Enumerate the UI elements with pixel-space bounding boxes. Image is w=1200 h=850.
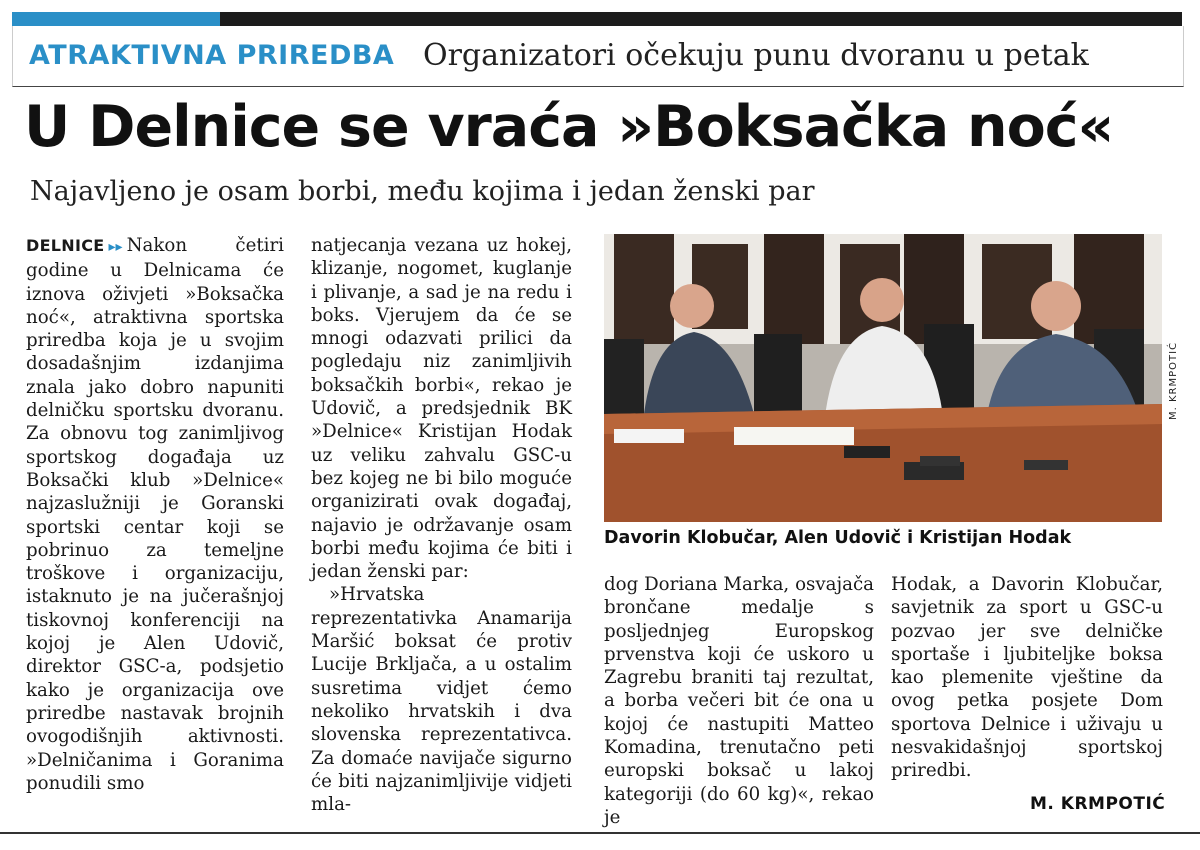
column-1-text: Nakon četiri godine u Delnicama će iznova oživjeti »Boksačka noć«, atraktivna sportska priredba koja je u svojim dosadašnjim izdanjima znala jako dobro napuniti delničku sportsku dvoranu. Za obnovu tog zanimljivog sportskog događaja uz Boksački klub »Delnice« najzaslužniji je Goranski sportski centar koji se pobrinuo za temeljne troškove i organizaciju, istaknuto je na jučerašnjoj tiskovnoj konferenciji na kojoj je Alen Udovič, direktor GSC-a, podsjetio kako je organizacija ove priredbe nastavak brojnih ovogodišnjih aktivnosti. »Delničanima i Goranima ponudili smo <box>26 235 284 794</box>
column-2-paragraph-2: »Hrvatska reprezentativka Anamarija Maršić boksat će protiv Lucije Brkljača, a u ostalim susretima vidjet ćemo nekoliko hrvatskih i dva slovenska reprezentativca. Za domaće navijače sigurno će biti najzanimljivije vidjeti mla- <box>311 584 572 816</box>
headline: U Delnice se vraća »Boksačka noć« <box>24 94 1114 160</box>
article-column-4 <box>891 573 1163 783</box>
dateline: DELNICE <box>26 236 105 255</box>
article-column-1 <box>26 234 284 795</box>
article-column-2 <box>311 234 572 816</box>
top-accent-bar <box>12 12 220 26</box>
subheadline: Najavljeno je osam borbi, među kojima i jedan ženski par <box>30 176 815 207</box>
double-arrow-icon: ▸▸ <box>108 239 123 255</box>
top-color-bar <box>12 12 1182 26</box>
column-2-paragraph-1: natjecanja vezana uz hokej, klizanje, nogomet, kuglanje i plivanje, a sad je na redu i boks. Vjerujem da će se mnogi odazvati prilici da pogledaju niz zanimljivih boksačkih borbi«, rekao je Udovič, a predsjednik BK »Delnice« Kristijan Hodak uz veliku zahvalu GSC-u bez kojeg ne bi bilo moguće organizirati ovak događaj, najavio je održavanje osam borbi među kojima će biti i jedan ženski par: <box>311 235 572 583</box>
column-4-text: Hodak, a Davorin Klobučar, savjetnik za sport u GSC-u pozvao jer sve delničke sportaše i ljubiteljke boksa kao plemenite vještine da ovog petka posjete Dom sportova Delnice i uživaju u nesvakidašnjoj sportskoj priredbi. <box>891 574 1163 782</box>
press-conference-photo <box>604 234 1162 522</box>
kicker-subtitle: Organizatori očekuju punu dvoranu u petak <box>423 38 1089 73</box>
kicker-label: ATRAKTIVNA PRIREDBA <box>29 40 395 71</box>
photo-caption: Davorin Klobučar, Alen Udovič i Kristijan Hodak <box>604 528 1072 548</box>
photo-illustration <box>604 234 1162 522</box>
bottom-rule <box>0 832 1200 834</box>
article-column-3 <box>604 573 874 829</box>
kicker-row <box>12 26 1184 87</box>
column-3-text: dog Doriana Marka, osvajača brončane medalje s posljednjeg Europskog prvenstva koji će uskoro u Zagrebu braniti taj rezultat, a borba večeri bit će ona u kojoj će nastupiti Matteo Komadina, trenutačno peti europski boksač u lakoj kategoriji (do 60 kg)«, rekao je <box>604 574 874 828</box>
author-byline: M. KRMPOTIĆ <box>1030 794 1166 814</box>
photo-credit: M. KRMPOTIĆ <box>1168 341 1179 420</box>
